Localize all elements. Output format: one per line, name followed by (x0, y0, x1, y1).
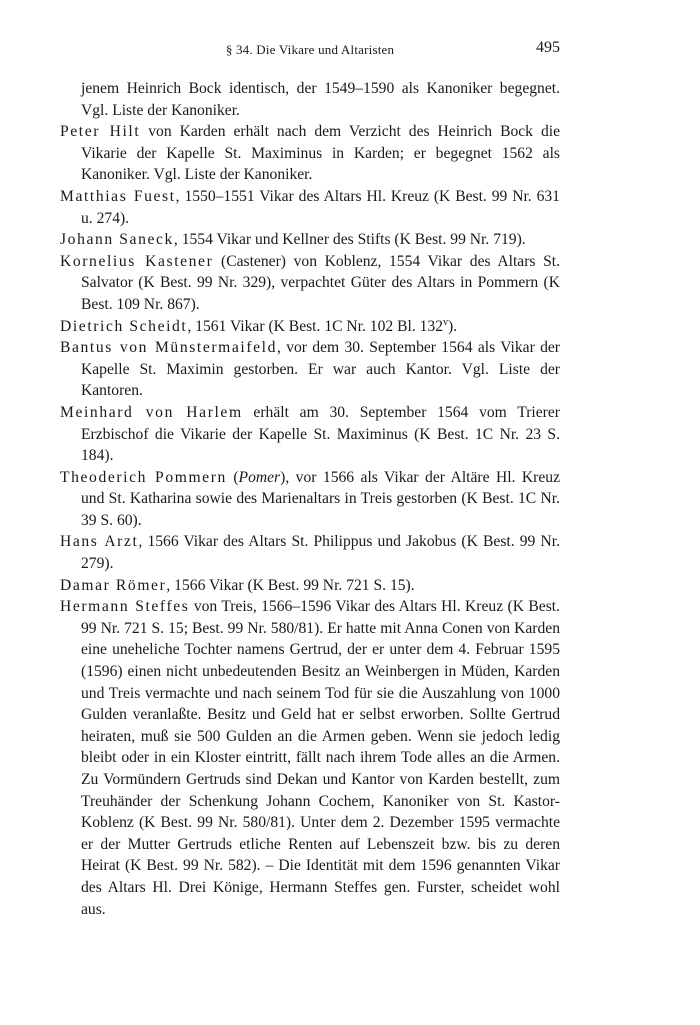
entry-name: Hans Arzt (60, 533, 139, 551)
entry-meinhard (60, 402, 560, 467)
entry-name: Kornelius Kastener (60, 252, 214, 270)
entry-theoderich: Theoderich Pommern (Pomer), vor 1566 als Vikar der Altäre Hl. Kreuz und St. Katharina sowie des Marienaltars in Treis gestorben (K Best. 1C Nr. 39 S. 60). (60, 468, 561, 529)
entry-peter-hilt (60, 121, 560, 186)
entry-name: Damar Römer (60, 576, 167, 594)
entry-name: Bantus von Münstermaifeld (60, 339, 277, 357)
entry-text: , 1554 Vikar und Kellner des Stifts (K Best. 99 Nr. 719). (173, 231, 526, 249)
entry-name: Matthias Fuest (60, 187, 176, 205)
page-number: 495 (536, 39, 560, 56)
entry-text: (Castener) von Koblenz, 1554 Vikar des Altars St. Salvator (K Best. 99 Nr. 329), verpachtet Güter des Altars in Pommern (K Best. 109 Nr. 867). (81, 252, 561, 313)
entry-name: Meinhard von Harlem (60, 403, 243, 421)
entry-text: , 1561 Vikar (K Best. 1C Nr. 102 Bl. 132 (187, 317, 444, 335)
entry-damar-roemer (60, 575, 560, 597)
entry-text: , 1550–1551 Vikar des Altars Hl. Kreuz (K Best. 99 Nr. 631 u. 274). (81, 187, 560, 227)
entry-hermann-steffes (60, 596, 560, 920)
entry-name: Hermann Steffes (60, 598, 190, 616)
entry-superscript: v (443, 316, 449, 328)
page-body (60, 78, 560, 920)
entry-kornelius-kastener (60, 251, 560, 316)
entry-name: Johann Saneck (60, 231, 174, 249)
page-header (60, 39, 560, 64)
entry-text: , vor 1566 als Vikar der Altäre Hl. Kreuz und St. Katharina sowie des Marienaltars in Treis gestorben (K Best. 1C Nr. 39 S. 60). (81, 468, 561, 529)
entry-johann-saneck (60, 229, 560, 251)
entry-name: Dietrich Scheidt (60, 317, 188, 335)
entry-hans-arzt (60, 531, 560, 574)
entry-text: jenem Heinrich Bock identisch, der 1549–1590 als Kanoniker begegnet. Vgl. Liste der Kanoniker. (81, 80, 560, 119)
entry-text: , vor dem 30. September 1564 als Vikar der Kapelle St. Maximin gestorben. Er war auch Kantor. Vgl. Liste der Kantoren. (81, 339, 560, 400)
entry-continuation (60, 78, 560, 121)
entry-dietrich-scheidt (60, 316, 560, 338)
entry-text: , 1566 Vikar (K Best. 99 Nr. 721 S. 15). (166, 576, 415, 594)
entry-variant-name: Pomer (238, 468, 281, 486)
running-title: § 34. Die Vikare und Altaristen (225, 42, 395, 57)
entry-text-tail: ). (448, 317, 458, 335)
entry-text: von Treis, 1566–1596 Vikar des Altars Hl. Kreuz (K Best. 99 Nr. 721 S. 15; Best. 99 Nr. 580/81). Er hatte mit Anna Conen von Karden eine uneheliche Tochter namens Gertrud, der er unter dem 4. Februar 1595 (1596) einen nicht unbedeutenden Besitz an Weinbergen in Müden, Karden und Treis vermachte und nach seinem Tod für sie die Auszahlung von 1000 Gulden veranlaßte. Besitz und Geld hat er selbst erworben. Sollte Gertrud heiraten, muß sie 500 Gulden an die Armen geben. Wenn sie jedoch ledig bleibt oder in ein Kloster eintritt, fällt nach ihrem Tode alles an die Armen. Zu Vormündern Gertruds sind Dekan und Kantor von Karden bestellt, zum Treuhänder der Schenkung Johann Cochem, Kanoniker von St. Kastor-Koblenz (K Best. 99 Nr. 580/81). Unter dem 2. Dezember 1595 vermachte er der Mutter Gertruds etliche Renten auf Lebenszeit bzw. bis zu deren Heirat (K Best. 99 Nr. 582). – Die Identität mit dem 1596 genannten Vikar des Altars Hl. Drei Könige, Hermann Steffes gen. Furster, scheidet wohl aus. (81, 598, 560, 918)
entry-bantus (60, 337, 560, 402)
entry-name: Theoderich Pommern (60, 468, 227, 486)
entry-text: erhält am 30. September 1564 vom Trierer Erzbischof die Vikarie der Kapelle St. Maximinus (K Best. 1C Nr. 23 S. 184). (81, 403, 560, 465)
entry-matthias-fuest (60, 186, 560, 229)
entry-text: , 1566 Vikar des Altars St. Philippus und Jakobus (K Best. 99 Nr. 279). (81, 533, 560, 573)
entry-text: von Karden erhält nach dem Verzicht des Heinrich Bock die Vikarie der Kapelle St. Maximinus in Karden; er begegnet 1562 als Kanoniker. Vgl. Liste der Kanoniker. (81, 123, 561, 184)
entry-name: Peter Hilt (60, 123, 141, 141)
